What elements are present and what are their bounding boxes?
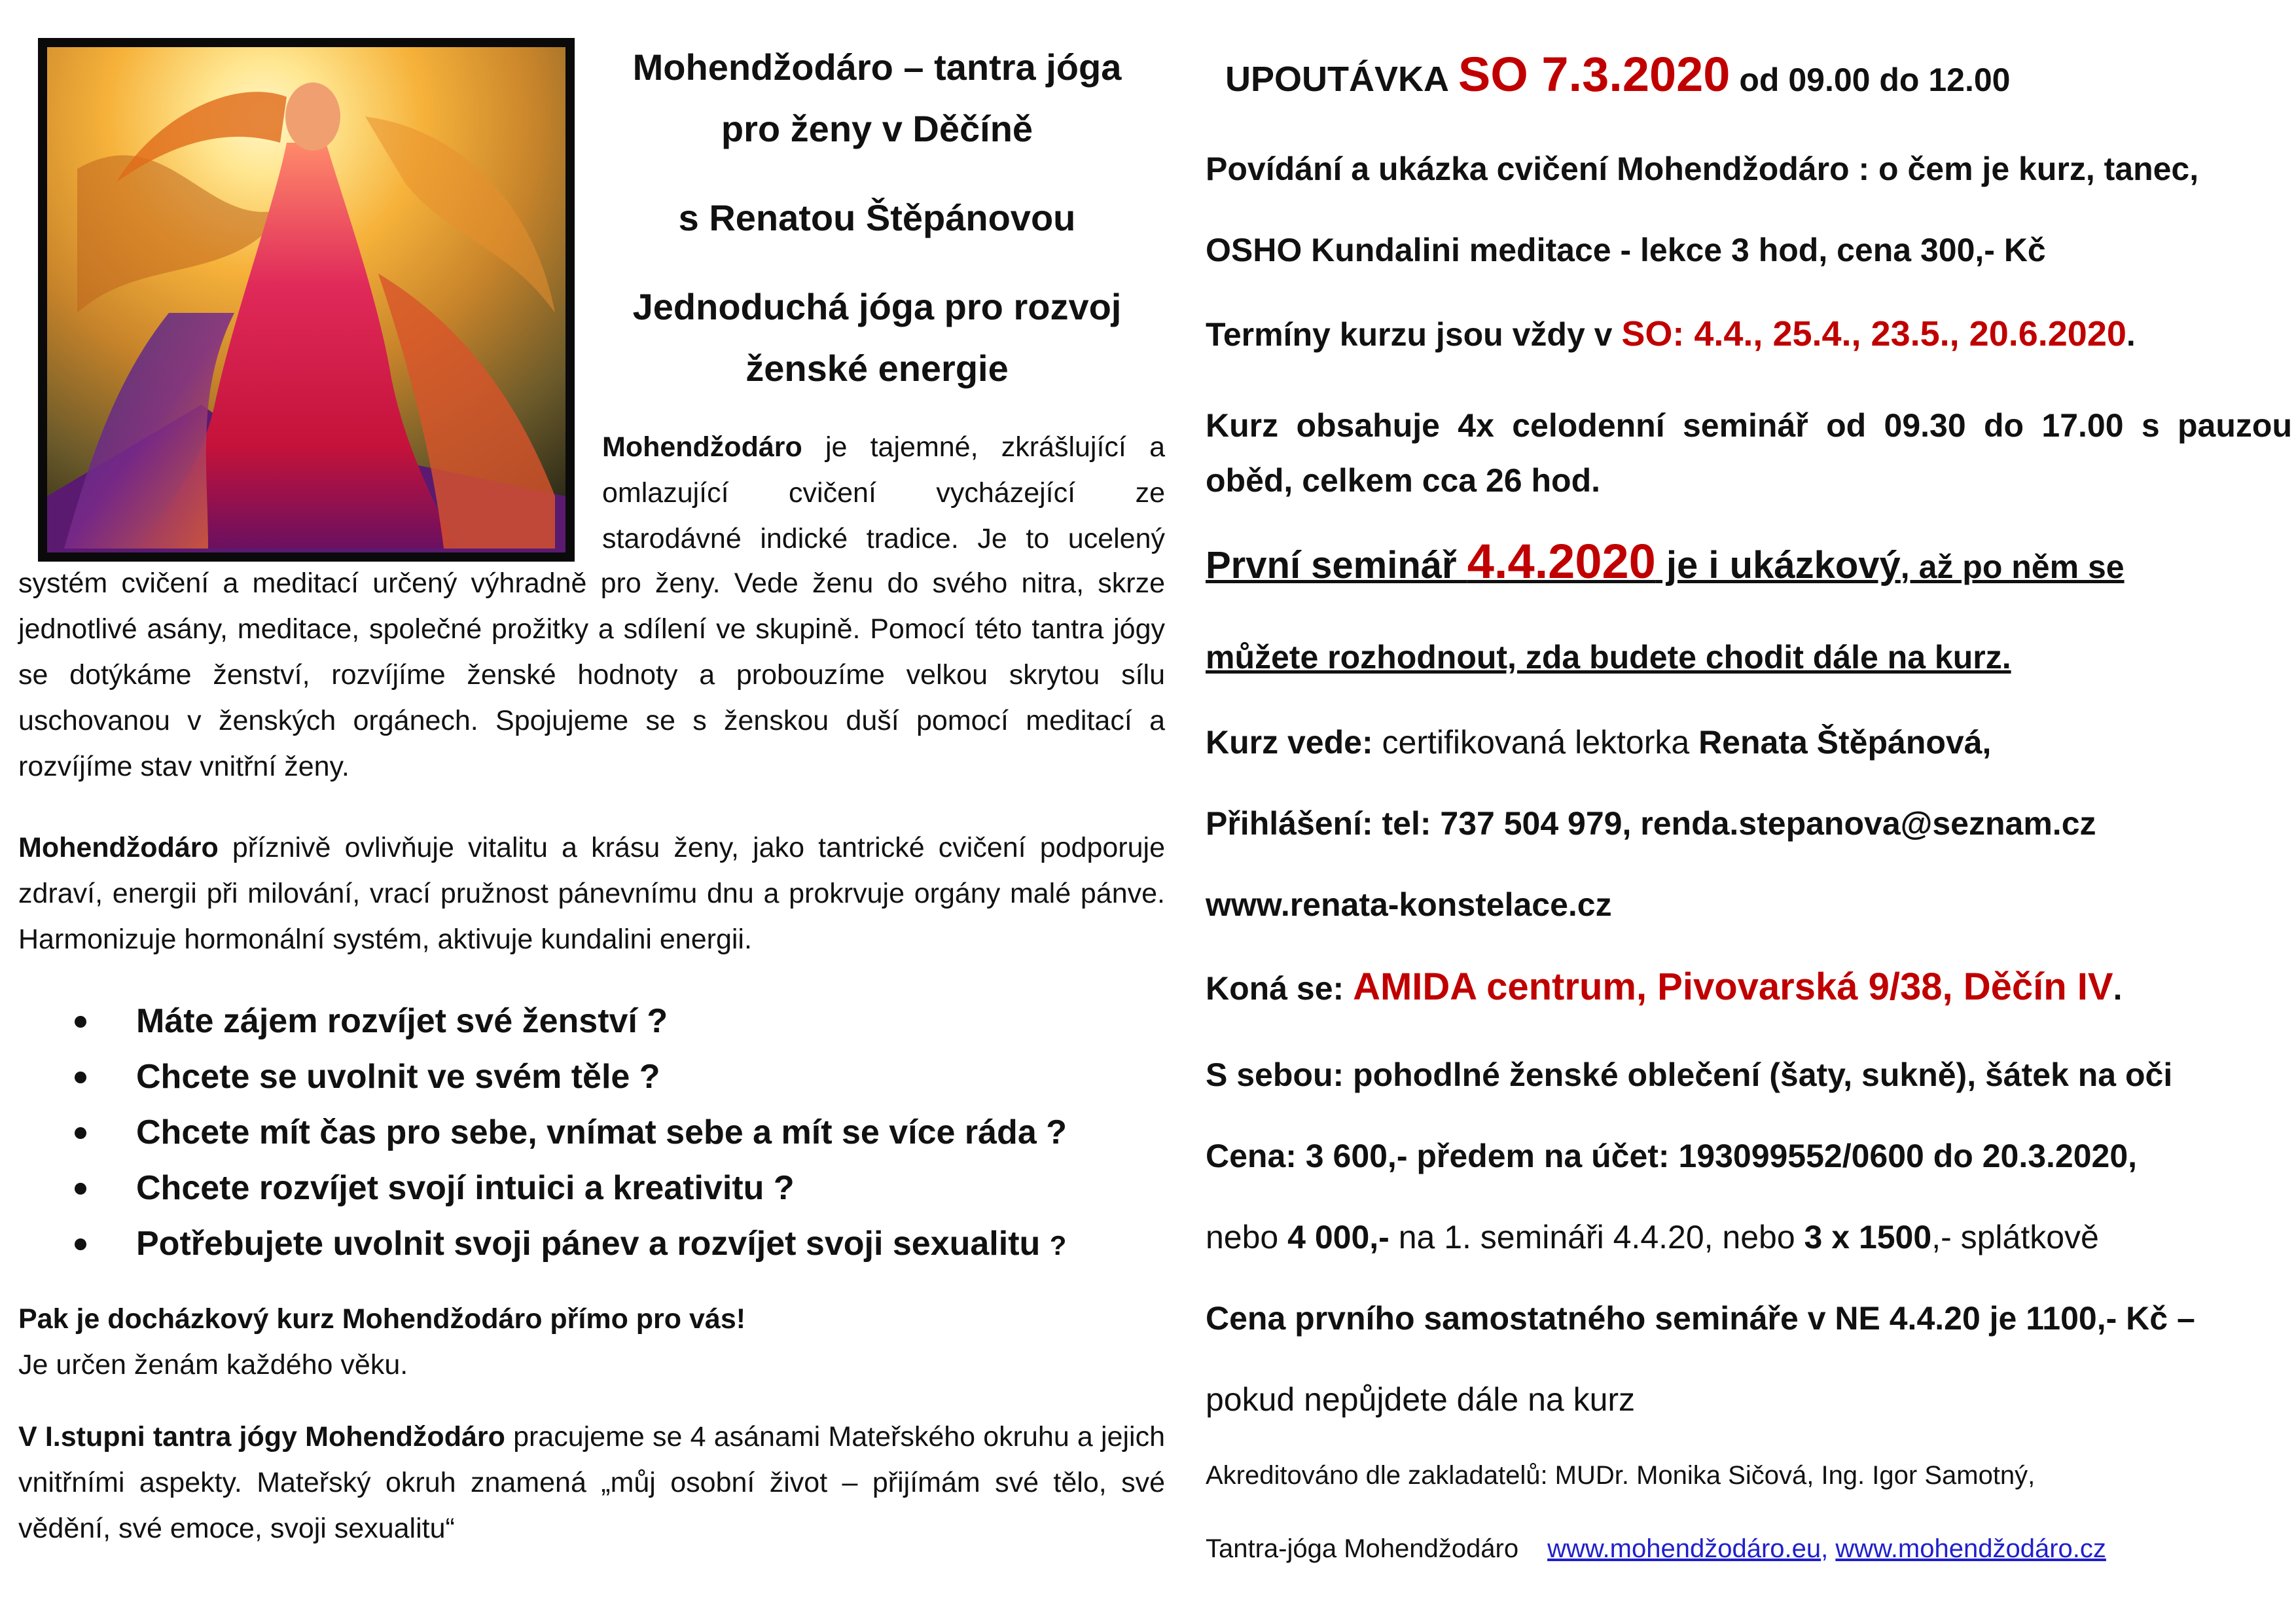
title-line-3: s Renatou Štěpánovou [678,197,1076,238]
teaser-date: SO 7.3.2020 [1458,47,1731,101]
lecturer-name: Renata Štěpánová, [1698,724,1992,761]
title-line-2: pro ženy v Děčíně [721,108,1033,149]
accreditation-line: Akreditováno dle zakladatelů: MUDr. Monika Sičová, Ing. Igor Samotný, [1206,1461,2036,1490]
level-bold: V I.stupni tantra jógy Mohendžodáro [18,1421,505,1453]
closing-bold-line: Pak je docházkový kurz Mohendžodáro přímo pro vás! [18,1303,746,1335]
footer-links-line: Tantra-jóga Mohendžodáro www.mohendžodáro.eu, www.mohendžodáro.cz [1206,1534,2106,1563]
price-line-2: nebo 4 000,- na 1. semináři 4.4.20, nebo 3 x 1500,- splátkově [1206,1219,2099,1255]
dates-line: Termíny kurzu jsou vždy v SO: 4.4., 25.4., 23.5., 20.6.2020. [1206,314,2136,353]
signup-line: Přihlášení: tel: 737 504 979, renda.stepanova@seznam.cz [1206,805,2096,842]
goddess-painting [38,38,575,562]
first-seminar-line: První seminář 4.4.2020 je i ukázkový, až po něm se [1206,534,2125,588]
intro-line-2: omlazující cvičení vycházející ze [602,477,1165,509]
bullet-icon [75,1127,86,1139]
website-line: www.renata-konstelace.cz [1206,886,1612,923]
intro-line-1: je tajemné, zkrášlující a [802,431,1165,463]
title-line-5: ženské energie [745,348,1009,389]
talk-line-2: OSHO Kundalini meditace - lekce 3 hod, cena 300,- Kč [1206,232,2046,268]
single-price-note: pokud nepůjdete dále na kurz [1206,1381,1636,1418]
list-item: Potřebujete uvolnit svoji pánev a rozvíjet svoji sexualitu ? [85,1216,1185,1272]
list-item: Chcete rozvíjet svojí intuici a kreativitu ? [85,1161,1185,1216]
price-line-1: Cena: 3 600,- předem na účet: 193099552/0600 do 20.3.2020, [1206,1138,2138,1174]
talk-line-1: Povídání a ukázka cvičení Mohendžodáro : o čem je kurz, tanec, [1206,151,2199,187]
intro-paragraph-top [602,424,1165,562]
venue-value: AMIDA centrum, Pivovarská 9/38, Děčín IV [1353,965,2113,1008]
benefits-paragraph [18,825,1165,962]
bring-line: S sebou: pohodlné ženské oblečení (šaty, sukně), šátek na oči [1206,1056,2173,1093]
title-line-1: Mohendžodáro – tantra jóga [632,46,1122,88]
painting-goddess-image [38,38,575,562]
intro-paragraph-continued: systém cvičení a meditací určený výhradně pro ženy. Vede ženu do svého nitra, skrze jednotlivé asány, meditace, společné prožitky a sdílení ve skupině. Pomocí této tantra jógy se dotýkáme ženství, rozvíjíme ženské hodnoty a probouzíme velkou skrytou sílu uschovanou v ženských orgánech. Spojujeme se s ženskou duší pomocí meditací a rozvíjíme stav vnitřní ženy. [18,568,1165,782]
question-mark: ? [1049,1230,1067,1261]
course-description: Kurz obsahuje 4x celodenní seminář od 09.30 do 17.00 s pauzou oběd, celkem cca 26 hod. [1206,407,2292,499]
single-price-line: Cena prvního samostatného semináře v NE 4.4.20 je 1100,- Kč – [1206,1300,2195,1337]
benefits-text: příznivě ovlivňuje vitalitu a krásu ženy, jako tantrické cvičení podporuje zdraví, energii při milování, vrací pružnost pánevnímu dnu a prokrvuje orgány malé pánve. Harmonizuje hormonální systém, aktivuje kundalini energii. [18,832,1165,955]
intro-line-3: starodávné indické tradice. Je to ucelený [602,523,1165,554]
dates-value: SO: 4.4., 25.4., 23.5., 20.6.2020 [1621,314,2126,353]
list-item: Máte zájem rozvíjet své ženství ? [85,994,1185,1049]
level-paragraph [18,1414,1165,1551]
lecturer-line: Kurz vede: certifikovaná lektorka Renata Štěpánová, [1206,724,1992,761]
link-mohendzodaro-eu[interactable]: www.mohendžodáro.eu [1547,1534,1821,1563]
list-item: Chcete se uvolnit ve svém těle ? [85,1049,1185,1105]
first-seminar-date: 4.4.2020 [1467,534,1656,588]
list-item: Chcete mít čas pro sebe, vnímat sebe a mít se více ráda ? [85,1105,1185,1161]
bullet-icon [75,1072,86,1083]
teaser-time: od 09.00 do 12.00 [1739,62,2011,98]
closing-line: Je určen ženám každého věku. [18,1349,408,1380]
venue-line: Koná se: AMIDA centrum, Pivovarská 9/38, Děčín IV. [1206,965,2123,1008]
first-seminar-line-2: můžete rozhodnout, zda budete chodit dále na kurz. [1206,639,2011,676]
bullet-icon [75,1238,86,1250]
title-line-4: Jednoduchá jóga pro rozvoj [632,286,1122,327]
teaser-label: UPOUTÁVKA [1225,60,1450,99]
intro-bold: Mohendžodáro [602,431,802,463]
level-text: pracujeme se 4 asánami Mateřského okruhu a jejich vnitřními aspekty. Mateřský okruh znamená „můj osobní život – přijímám své tělo, své vědění, své emoce, svoji sexualitu“ [18,1421,1165,1544]
bullet-icon [75,1183,86,1195]
bullet-icon [75,1016,86,1028]
benefits-bold: Mohendžodáro [18,832,219,863]
link-mohendzodaro-cz[interactable]: www.mohendžodáro.cz [1835,1534,2106,1563]
teaser-line [1225,47,2011,101]
question-list [85,994,1185,1272]
